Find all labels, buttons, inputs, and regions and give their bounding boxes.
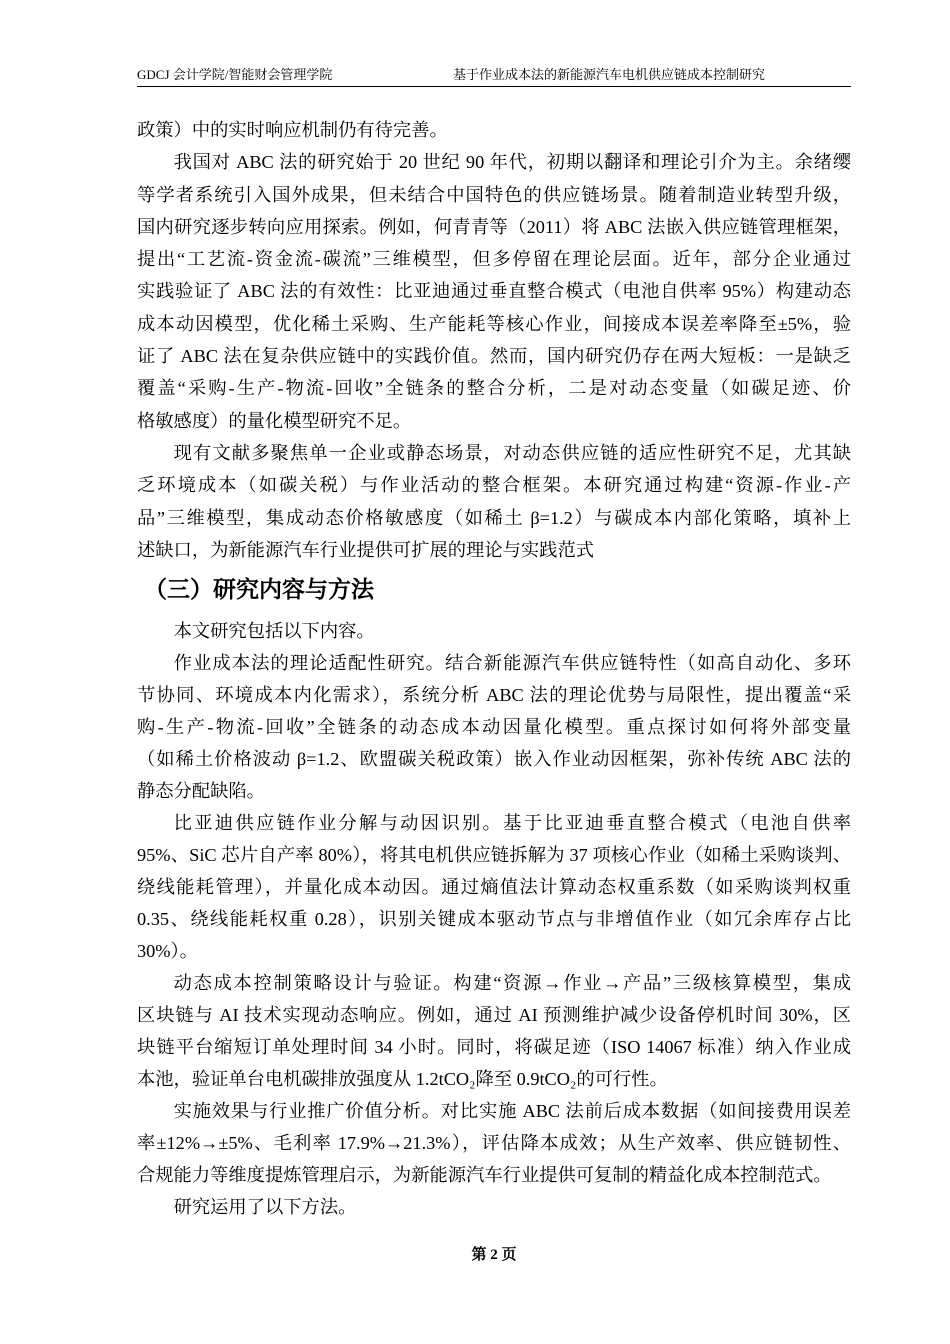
text-line: 我国对 ABC 法的研究始于 20 世纪 90 年代，初期以翻译和理论引介为主。余绪缨 — [173, 152, 851, 173]
paragraph — [137, 967, 851, 1095]
paragraph — [137, 647, 851, 807]
page-number: 第 2 页 — [471, 1247, 517, 1263]
text-line: 率±12%→±5%、毛利率 17.9%→21.3%），评估降本成效；从生产效率、供应链韧性、 — [137, 1133, 851, 1153]
text-line: 本文研究包括以下内容。 — [173, 621, 375, 641]
text-line: 提出“工艺流-资金流-碳流”三维模型，但多停留在理论层面。近年，部分企业通过 — [137, 249, 851, 270]
text-line: 政策）中的实时响应机制仍有待完善。 — [137, 120, 448, 140]
text-line: 格敏感度）的量化模型研究不足。 — [137, 410, 412, 431]
text-line: 品”三维模型，集成动态价格敏感度（如稀土 β=1.2）与碳成本内部化策略，填补上 — [137, 507, 851, 528]
header-rule — [137, 86, 851, 87]
text-line: 证了 ABC 法在复杂供应链中的实践价值。然而，国内研究仍存在两大短板：一是缺乏 — [137, 346, 851, 367]
text-line: 合规能力等维度提炼管理启示，为新能源汽车行业提供可复制的精益化成本控制范式。 — [137, 1165, 832, 1185]
paragraph — [137, 1095, 851, 1191]
text-line: 实践验证了 ABC 法的有效性：比亚迪通过垂直整合模式（电池自供率 95%）构建动态 — [137, 281, 851, 302]
text-line: 0.35、绕线能耗权重 0.28），识别关键成本驱动节点与非增值作业（如冗余库存占比 — [137, 909, 851, 929]
text-line: 覆盖“采购-生产-物流-回收”全链条的整合分析，二是对动态变量（如碳足迹、价 — [137, 378, 851, 399]
text-line: 实施效果与行业推广价值分析。对比实施 ABC 法前后成本数据（如间接费用误差 — [173, 1101, 851, 1121]
text-line: 乏环境成本（如碳关税）与作业活动的整合框架。本研究通过构建“资源-作业-产 — [137, 475, 851, 496]
text-line: 成本动因模型，优化稀土采购、生产能耗等核心作业，间接成本误差率降至±5%，验 — [137, 313, 851, 334]
paragraph — [137, 1191, 851, 1223]
text-line: 国内研究逐步转向应用探索。例如，何青青等（2011）将 ABC 法嵌入供应链管理框架， — [137, 216, 851, 237]
text-line: 现有文献多聚焦单一企业或静态场景，对动态供应链的适应性研究不足，尤其缺 — [173, 442, 851, 463]
paragraph — [137, 114, 851, 146]
paragraph — [137, 807, 851, 967]
text-line: 动态成本控制策略设计与验证。构建“资源→作业→产品”三级核算模型，集成 — [173, 973, 851, 993]
header-institution: GDCJ 会计学院/智能财会管理学院 — [137, 67, 333, 82]
text-line: 区块链与 AI 技术实现动态响应。例如，通过 AI 预测维护减少设备停机时间 30%，区 — [137, 1005, 851, 1025]
text-line: 述缺口，为新能源汽车行业提供可扩展的理论与实践范式 — [137, 539, 595, 560]
text-line: 块链平台缩短订单处理时间 34 小时。同时，将碳足迹（ISO 14067 标准）纳入作业成 — [137, 1037, 851, 1057]
paragraph — [137, 146, 851, 437]
text-line: 节协同、环境成本内化需求），系统分析 ABC 法的理论优势与局限性，提出覆盖“采 — [137, 685, 851, 705]
text-line: 购-生产-物流-回收”全链条的动态成本动因量化模型。重点探讨如何将外部变量 — [137, 717, 851, 737]
text-line: 静态分配缺陷。 — [137, 781, 265, 801]
text-line: 30%）。 — [137, 941, 198, 961]
text-line: 研究运用了以下方法。 — [173, 1197, 357, 1217]
text-line: 作业成本法的理论适配性研究。结合新能源汽车供应链特性（如高自动化、多环 — [173, 653, 851, 673]
paragraph — [137, 437, 851, 566]
section-heading: （三）研究内容与方法 — [144, 577, 374, 603]
text-line: 绕线能耗管理），并量化成本动因。通过熵值法计算动态权重系数（如采购谈判权重 — [137, 877, 851, 897]
body-text-lower — [137, 615, 851, 1223]
text-line: 等学者系统引入国外成果，但未结合中国特色的供应链场景。随着制造业转型升级， — [137, 184, 851, 205]
header-thesis-title: 基于作业成本法的新能源汽车电机供应链成本控制研究 — [453, 67, 766, 82]
text-line: 95%、SiC 芯片自产率 80%），将其电机供应链拆解为 37 项核心作业（如稀土采购谈判、 — [137, 845, 851, 865]
text-line: （如稀土价格波动 β=1.2、欧盟碳关税政策）嵌入作业动因框架，弥补传统 ABC 法的 — [137, 749, 851, 769]
text-line: 本池，验证单台电机碳排放强度从 1.2tCO₂降至 0.9tCO₂的可行性。 — [137, 1069, 668, 1089]
body-text-upper — [137, 114, 851, 566]
paragraph — [137, 615, 851, 647]
text-line: 比亚迪供应链作业分解与动因识别。基于比亚迪垂直整合模式（电池自供率 — [173, 813, 851, 833]
